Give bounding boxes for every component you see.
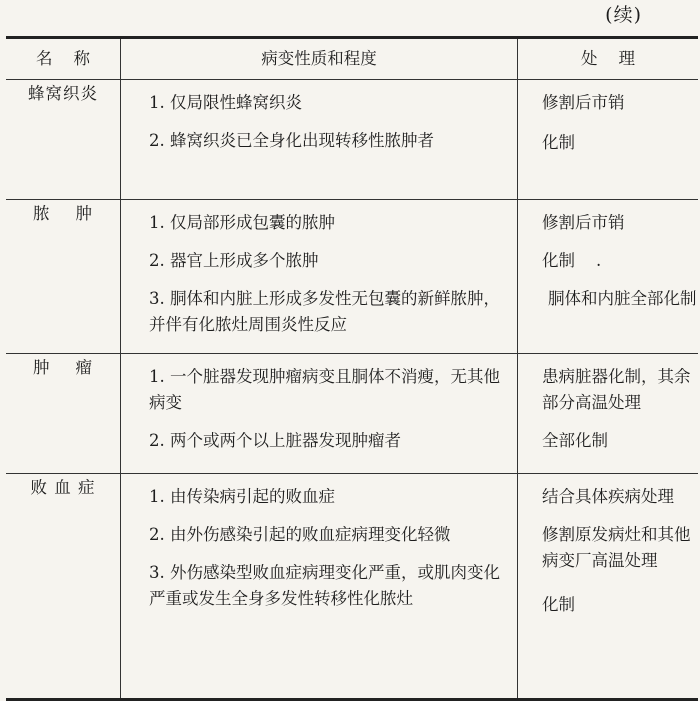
nature-item: 1. 仅局限性蜂窝织炎 <box>149 93 302 112</box>
nature-item: 3. 胴体和内脏上形成多发性无包囊的新鲜脓肿，并伴有化脓灶周围炎性反应 <box>149 289 500 334</box>
treatment-item: 胴体和内脏全部化制 <box>548 289 697 308</box>
table-row <box>6 200 698 354</box>
nature-item: 1. 仅局部形成包囊的脓肿 <box>149 213 335 232</box>
row-name: 蜂窝织炎 <box>6 80 121 200</box>
header-treatment: 处 理 <box>518 38 699 80</box>
treatment-item: 化制 <box>542 595 575 614</box>
treatment-item: 全部化制 <box>542 431 608 450</box>
row-nature-cell <box>121 354 518 474</box>
nature-item: 1. 由传染病引起的败血症 <box>149 487 335 506</box>
table-header-row <box>6 38 698 80</box>
nature-item: 1. 一个脏器发现肿瘤病变且胴体不消瘦，无其他病变 <box>149 367 500 412</box>
row-nature-cell <box>121 80 518 200</box>
table-row <box>6 474 698 700</box>
nature-item: 2. 器官上形成多个脓肿 <box>149 251 319 270</box>
nature-item: 2. 由外伤感染引起的败血症病理变化轻微 <box>149 525 451 544</box>
header-nature: 病变性质和程度 <box>121 38 518 80</box>
inspection-table <box>6 36 698 701</box>
row-name: 败 血 症 <box>30 478 96 497</box>
treatment-item: 化制 <box>542 133 575 152</box>
treatment-item: 患病脏器化制，其余部分高温处理 <box>542 367 691 412</box>
row-name: 肿 瘤 <box>6 354 121 474</box>
continued-label: (续) <box>605 4 642 26</box>
nature-item: 2. 蜂窝织炎已全身化出现转移性脓肿者 <box>149 131 434 150</box>
treatment-item: 修割后市销 <box>542 93 625 112</box>
table-row <box>6 354 698 474</box>
row-treatment-cell <box>518 200 699 354</box>
treatment-item: 修割原发病灶和其他病变厂高温处理 <box>542 525 691 570</box>
row-nature-cell <box>121 474 518 700</box>
row-name: 脓 肿 <box>6 200 121 354</box>
nature-item: 3. 外伤感染型败血症病理变化严重，或肌肉变化严重或发生全身多发性转移性化脓灶 <box>149 563 500 608</box>
treatment-item: 结合具体疾病处理 <box>542 487 674 506</box>
treatment-item: 化制 . <box>542 251 602 270</box>
nature-item: 2. 两个或两个以上脏器发现肿瘤者 <box>149 431 401 450</box>
treatment-item: 修割后市销 <box>542 213 625 232</box>
header-name: 名 称 <box>6 38 121 80</box>
row-nature-cell <box>121 200 518 354</box>
row-treatment-cell <box>518 474 699 700</box>
table-row <box>6 80 698 200</box>
row-treatment-cell <box>518 354 699 474</box>
row-treatment-cell <box>518 80 699 200</box>
